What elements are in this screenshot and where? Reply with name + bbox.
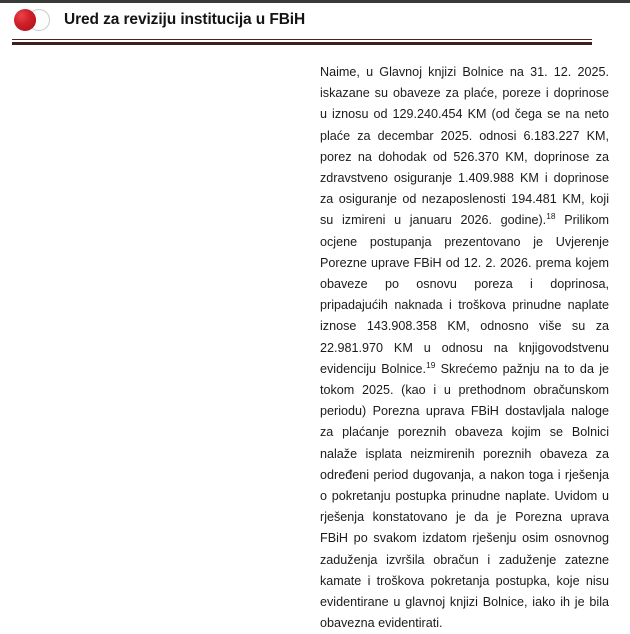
page-title: Ured za reviziju institucija u FBiH — [64, 11, 306, 28]
body-paragraph — [320, 62, 609, 634]
page-header — [0, 3, 630, 37]
body-text-segment-3: Skrećemo pažnju na to da je tokom 2025. (kao i u prethodnom obračunskom periodu) Porezna uprava FBiH dostavljala naloge za plaćanje poreznih obaveza kojim se Bolnici nalaže isplata neizmirenih poreznih obaveza za određeni period dugovanja, a nakon toga i rješenja o pokretanju postupka prinudne naplate. Uvidom u rješenja konstatovano je da je Porezna uprava FBiH po svakom izdatom rješenju osim osnovnog zaduženja izvršila obračun i zaduženje zatezne kamate i troškova pokretanja postupka, koje nisu evidentirane u glavnoj knjizi Bolnice, iako ih je bila obavezna evidentirati. — [320, 361, 609, 631]
document-text-column — [320, 62, 609, 634]
header-divider — [12, 39, 592, 45]
header-divider-thick-line — [12, 42, 592, 45]
logo-circle-overlap — [28, 9, 36, 31]
body-text-segment-2: Prilikom ocjene postupanja prezentovano je Uvjerenje Porezne uprave FBiH od 12. 2. 2026. prema kojem obaveze po osnovu poreza i doprinosa, pripadajućih naknada i troškova prinudne naplate iznose 143.908.358 KM, odnosno više su za 22.981.970 KM u odnosu na knjigovodstvenu evidenciju Bolnice. — [320, 213, 609, 376]
header-divider-thin-line — [12, 39, 592, 40]
footnote-marker-19[interactable]: 19 — [426, 359, 436, 370]
body-text-segment-1: Naime, u Glavnoj knjizi Bolnice na 31. 12. 2025. iskazane su obaveze za plaće, poreze i doprinose u iznosu od 129.240.454 KM (od čega se na neto plaće za decembar 2025. odnosi 6.183.227 KM, porez na dohodak od 526.370 KM, doprinose za zdravstveno osiguranje 1.409.988 KM i doprinose za osiguranje od nezaposlenosti 194.481 KM, koji su izmireni u januaru 2026. godine). — [320, 65, 609, 228]
two-overlapping-circles-logo-icon — [14, 8, 58, 32]
footnote-marker-18[interactable]: 18 — [546, 211, 556, 222]
